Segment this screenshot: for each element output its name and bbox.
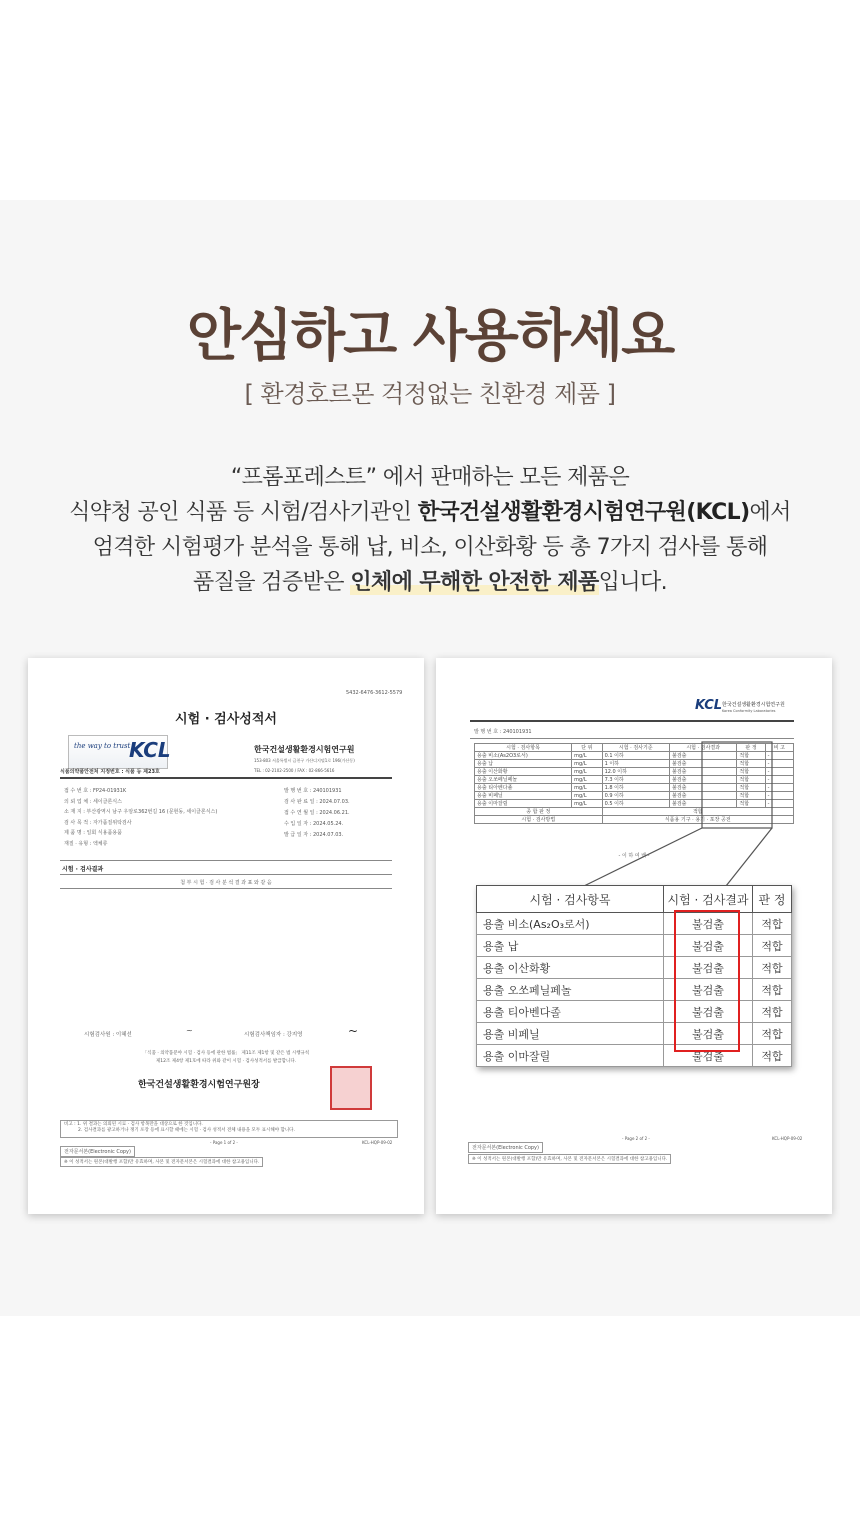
cell-result: 불검출 [664, 1001, 753, 1023]
cell: 적합 [737, 768, 765, 776]
table-row [477, 1023, 792, 1045]
result-highlight-box [674, 910, 740, 1052]
electronic-copy-note: ※ 이 성적서는 원본(대발행 포함)만 유효하며, 사본 및 전자문서본은 시험결과에 대한 참고용입니다. [468, 1154, 671, 1164]
cell-item: 용출 비페닐 [477, 1023, 664, 1045]
result-rule-top [60, 860, 392, 861]
request-fields-left [64, 786, 217, 849]
cell: mg/L [572, 784, 602, 792]
cell-result: 불검출 [664, 979, 753, 1001]
cell-verdict: 적합 [753, 1045, 792, 1067]
cell: 불검출 [669, 760, 736, 768]
connector-line-right [726, 828, 772, 886]
cell: 적합 [737, 792, 765, 800]
method-value: 식품용 기구 · 용기 · 포장 공전 [602, 816, 793, 824]
cell: 적합 [737, 752, 765, 760]
cell-result: 불검출 [664, 957, 753, 979]
cell: 불검출 [669, 776, 736, 784]
method-label: 시험 · 검사방법 [475, 816, 603, 824]
cell: 불검출 [669, 800, 736, 808]
certificate-page-1 [28, 658, 424, 1214]
cell-verdict: 적합 [753, 935, 792, 957]
logo-korean-name: 한국건설생활환경시험연구원 [722, 702, 785, 708]
cell: 적합 [737, 760, 765, 768]
overall-value: 적합 [602, 808, 793, 816]
manager-label: 시험검사책임자 : 강지영 [244, 1032, 303, 1038]
cell: 용출 오쏘페닐페놀 [475, 776, 572, 784]
designation-number: 식품의약품안전처 지정번호 : 식품 등 제23호 [60, 769, 160, 775]
cell: mg/L [572, 792, 602, 800]
form-code: KCL-HQP-09-02 [362, 1140, 393, 1145]
cell: 7.3 이하 [602, 776, 669, 784]
intro-line-2-post: 에서 [749, 500, 791, 525]
field-product: 제 품 명 : 일회 식용품용품 [64, 830, 122, 836]
col-standard: 시험 · 검사기준 [602, 744, 669, 752]
electronic-copy-label: 전자문서본(Electronic Copy) [60, 1146, 135, 1157]
cell-item: 용출 오쏘페닐페놀 [477, 979, 664, 1001]
field-material: 재질 · 유형 : 엑체류 [64, 840, 108, 847]
cell: - [765, 784, 793, 792]
end-note: - 이 하 여 백 - [618, 853, 650, 859]
cell-verdict: 적합 [753, 1023, 792, 1045]
cell-item: 용출 이마잘릴 [477, 1045, 664, 1067]
cell: mg/L [572, 752, 602, 760]
remark-2: 2. 검사결과를 광고하거나 쟁기 포장 등에 표시할 때에는 시험 · 검사 성적서 전체 내용을 모두 표시해야 합니다. [78, 1128, 295, 1133]
result-rule-mid [60, 874, 392, 875]
intro-line-1: “프롬포레스트” 에서 판매하는 모든 제품은 [230, 465, 630, 490]
field-receipt-no: 접 수 번 호 : FP24-01931K [64, 788, 127, 794]
cell: - [765, 768, 793, 776]
cell: 용출 비소(As2O3로서) [475, 752, 572, 760]
zoom-table-header [477, 886, 792, 913]
remark-1: 비고 : 1. 위 결과는 의뢰된 시료 · 검사 항목만을 대상으로 한 것입니다. [64, 1122, 203, 1127]
cell: 적합 [737, 784, 765, 792]
cell: 0.1 이하 [602, 752, 669, 760]
cell: mg/L [572, 776, 602, 784]
result-note: 첨 부 시 험 · 검 사 분 석 결 과 표 와 같 음 [180, 880, 272, 886]
cell: 1 이하 [602, 760, 669, 768]
page-title: 안심하고 사용하세요 [186, 304, 674, 369]
table-row [477, 979, 792, 1001]
connector-line-left [584, 828, 702, 886]
cell: 0.9 이하 [602, 792, 669, 800]
intro-line-2 [0, 495, 860, 530]
cell: 용출 납 [475, 760, 572, 768]
cell: 용출 티아벤다졸 [475, 784, 572, 792]
field-issue-date: 발 급 일 자 : 2024.07.03. [284, 832, 344, 838]
cell-verdict: 적합 [753, 913, 792, 935]
kcl-institute-name: 한국건설생활환경시험연구원(KCL) [417, 500, 750, 525]
zoom-col-result: 시험 · 검사결과 [664, 886, 753, 913]
cell-verdict: 적합 [753, 979, 792, 1001]
overall-label: 종 합 판 정 [475, 808, 603, 816]
cell: - [765, 792, 793, 800]
cell: 불검출 [669, 784, 736, 792]
cell: 12.0 이하 [602, 768, 669, 776]
field-issue-no: 발 행 번 호 : 240101931 [284, 788, 342, 794]
cell: 적합 [737, 776, 765, 784]
tester-signature: ~ [186, 1026, 193, 1035]
official-seal [330, 1066, 372, 1110]
cell-result: 불검출 [664, 1023, 753, 1045]
cell-verdict: 적합 [753, 1001, 792, 1023]
page-subtitle: [ 환경호르몬 걱정없는 친환경 제품 ] [244, 380, 616, 408]
cell: 0.5 이하 [602, 800, 669, 808]
field-receipt-date: 접 수 연 월 일 : 2024.06.21. [284, 810, 350, 816]
zoom-col-item: 시험 · 검사항목 [477, 886, 664, 913]
cell: 적합 [737, 800, 765, 808]
cell-item: 용출 티아벤다졸 [477, 1001, 664, 1023]
cell: 불검출 [669, 792, 736, 800]
request-fields-right [284, 786, 350, 841]
cell-verdict: 적합 [753, 957, 792, 979]
institute-name: 한국건설생활환경시험연구원 [254, 745, 355, 754]
cell: mg/L [572, 768, 602, 776]
zoom-col-verdict: 판 정 [753, 886, 792, 913]
logo-tagline: the way to trust [74, 742, 131, 750]
intro-line-4-pre: 품질을 검증받은 [192, 570, 351, 595]
intro-line-4 [0, 565, 860, 600]
page-number: - Page 1 of 2 - [210, 1140, 238, 1145]
cell: - [765, 776, 793, 784]
table-row [477, 935, 792, 957]
safety-highlight: 인체에 무해한 안전한 제품 [350, 570, 599, 595]
table-row [477, 913, 792, 935]
intro-paragraph [0, 460, 860, 600]
electronic-copy-label: 전자문서본(Electronic Copy) [468, 1142, 543, 1153]
certificate-title: 시험 · 검사성적서 [175, 712, 277, 727]
field-import-date: 수 입 일 자 : 2024.05.24. [284, 821, 344, 827]
field-address: 소 재 지 : 부산광역시 남구 우암로362번길 16 (문현동, 세이클론식스) [64, 809, 218, 815]
legal-note-2: 제12조 제4항 제1호에 따라 위와 같이 시험 · 검사성적서를 발급합니다. [155, 1059, 297, 1064]
issue-number: 발 행 번 호 : 240101931 [474, 729, 532, 735]
result-rule-bottom [60, 888, 392, 889]
cell-result: 불검출 [664, 1045, 753, 1067]
cell: 용출 비페닐 [475, 792, 572, 800]
doc-number: 5432-6476-3612-5579 [346, 690, 403, 696]
cell: mg/L [572, 760, 602, 768]
tester-label: 시험검사원 : 이혜선 [84, 1032, 132, 1038]
source-highlight-box [702, 742, 772, 828]
kcl-logo: KCL [695, 698, 723, 713]
field-purpose: 검 사 목 적 : 자가품질위탁검사 [64, 819, 132, 826]
cell: 불검출 [669, 768, 736, 776]
cell: 용출 이산화황 [475, 768, 572, 776]
cell: - [765, 760, 793, 768]
field-complete-date: 검 사 완 료 일 : 2024.07.03. [284, 799, 350, 805]
page-number: - Page 2 of 2 - [622, 1136, 650, 1141]
cell-result: 불검출 [664, 913, 753, 935]
cell: 1.8 이하 [602, 784, 669, 792]
col-item: 시험 · 검사항목 [475, 744, 572, 752]
table-row [477, 1001, 792, 1023]
cell-item: 용출 비소(As₂O₃로서) [477, 913, 664, 935]
issuer-name: 한국건설생활환경시험연구원장 [138, 1080, 260, 1090]
table-row [477, 957, 792, 979]
logo-english-name: Korea Conformity Laboratories [722, 709, 776, 713]
intro-line-3: 엄격한 시험평가 분석을 통해 납, 비소, 이산화황 등 총 7가지 검사를 통해 [92, 535, 768, 560]
manager-signature: ~ [348, 1024, 359, 1038]
col-remark: 비 고 [765, 744, 793, 752]
institute-address: 153-803 서울특별시 금천구 가산디지털1로 196(가산동) [254, 758, 355, 763]
institute-contact: TEL : 02-2102-2500 / FAX : 02-866-5616 [254, 768, 335, 773]
cell: - [765, 752, 793, 760]
zoomed-result-table [476, 885, 792, 1067]
field-client: 의 뢰 업 체 : 세이클론식스 [64, 798, 122, 805]
intro-line-2-pre: 식약청 공인 식품 등 시험/검사기관인 [69, 500, 418, 525]
legal-note-1: 「식품 · 의약품분야 시험 · 검사 등에 관한 법률」 제11조 제1항 및 같은 법 시행규칙 [142, 1051, 310, 1056]
cell-item: 용출 이산화황 [477, 957, 664, 979]
kcl-logo [68, 735, 171, 769]
electronic-copy-note: ※ 이 성적서는 원본(대발행 포함)만 유효하며, 사본 및 전자문서본은 시험결과에 대한 참고용입니다. [60, 1157, 263, 1167]
remarks-box [60, 1120, 398, 1138]
col-result: 시험 · 검사결과 [669, 744, 736, 752]
col-unit: 단 위 [572, 744, 602, 752]
table-row [477, 1045, 792, 1067]
result-heading: 시험 · 검사결과 [62, 866, 104, 873]
cell: mg/L [572, 800, 602, 808]
kcl-logo-text: KCL [129, 738, 171, 762]
zoom-connector-lines [436, 658, 832, 898]
cell-item: 용출 납 [477, 935, 664, 957]
cell: 용출 이마잘릴 [475, 800, 572, 808]
cell: 불검출 [669, 752, 736, 760]
cell-result: 불검출 [664, 935, 753, 957]
cell: - [765, 800, 793, 808]
intro-line-4-post: 입니다. [598, 570, 668, 595]
col-verdict: 판 정 [737, 744, 765, 752]
form-code: KCL-HQP-09-02 [772, 1136, 803, 1141]
header-rule [60, 777, 392, 779]
